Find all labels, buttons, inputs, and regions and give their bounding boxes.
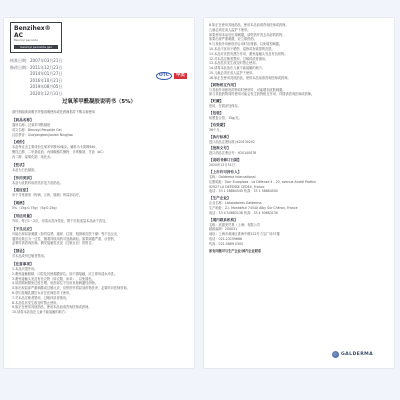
section-heading: 【批准文号】 [209, 146, 231, 151]
section-heading: 【禁忌】 [12, 249, 27, 254]
section-line: 8.本品性状发生改变时禁止使用。 [12, 300, 60, 305]
section-line: 铝塑复合管，15g/支。 [209, 115, 242, 120]
section-line: 进口药品注册证号：H20140076 [209, 151, 257, 156]
section-heading: 【药品名称】 [12, 118, 34, 122]
continued-line: 儿童必须在成人监护下使用。 [209, 27, 251, 32]
continued-line: 14.请将本品放在儿童不能接触的地方。 [209, 66, 266, 71]
section-line: 7.对本品过敏者禁用，过敏体质者慎用。 [12, 295, 70, 300]
revision-line: 2014年01月27日 [10, 71, 63, 76]
section-line: 名称：高德美贸易（上海）有限公司 [209, 222, 260, 227]
section-line: 必要时请咨询医师。偶见接触性皮炎（过敏反应）的报告。 [12, 241, 95, 246]
section-heading: 【适应症】 [12, 188, 30, 193]
galderma-mark-icon [332, 351, 339, 358]
section-line: 本品为皮肤科用药类非处方药药品。 [12, 180, 63, 185]
section-line: 电话：33 1 58864545 传真：33 1 58864500 [209, 189, 278, 194]
section-line: 如与其他药物同时使用可能会发生药物相互作用，详情请咨询医师或药师。 [209, 92, 315, 97]
continued-line: 8.如正在使用其他药品，使用本品前请咨询医师或药师。 [209, 23, 289, 27]
section-line: 注册地址：Tour Europlaza - La Défense 4 - 20, avenue André Prothin [209, 179, 317, 184]
section-heading: 【生产企业】 [209, 196, 231, 201]
warning-text: 请仔细阅读说明书并按说明使用或在药师指导下购买和使用 [12, 110, 95, 114]
section-line: 对本品成份过敏者禁用。 [12, 254, 48, 259]
section-line: 电话：33 4 50683138 传真：33 4 50683139 [209, 210, 278, 215]
section-line: 通常轻微且为一过性，随着持续用药可逐渐减轻。如果刺激严重，应停药， [12, 236, 118, 241]
section-line: 密闭，在阴凉处保存。 [209, 104, 241, 109]
section-line: 通用名称：过氧苯甲酰凝胶 [12, 123, 51, 127]
section-line: 92927 LA DEFENSE CEDEX, France [209, 184, 265, 189]
section-line: 本品为白色凝胶。 [12, 167, 38, 172]
continued-line: 11.本品对皮肤有漂白作用，避免接触头发及有色织物。 [209, 51, 288, 56]
section-heading: 【性状】 [12, 162, 27, 167]
right-sections [209, 83, 390, 247]
section-line: 4.用药期间避免过度日晒，用药部位不宜用其他刺激性药物。 [12, 281, 98, 286]
right-continued-lines [209, 23, 390, 81]
revision-line: 2019年08月05日 [10, 84, 63, 89]
section-heading: 【注意事项】 [12, 261, 34, 266]
section-line: 汉语拼音：Guoyangbenjiaxian Ningjiao [12, 132, 73, 137]
section-line: 名称：Galderma International [209, 174, 256, 179]
brand-logo [10, 22, 62, 53]
section-line: 1.本品只限外用。 [12, 266, 38, 271]
section-heading: 【说明书修订日期】 [209, 158, 242, 163]
section-line: 5%（15g:0.75g）（5g:0.25g） [12, 206, 59, 211]
section-line: 9.如正在使用其他药品，使用本品前请咨询医师或药师。 [12, 305, 92, 310]
brand-name: Benzihex® AC [14, 25, 51, 39]
section-heading: 【作用类别】 [12, 175, 34, 180]
section-heading: 【药物相互作用】 [209, 82, 238, 87]
continued-line: 12.对本品过敏者禁用，过敏体质者慎用。 [209, 56, 269, 61]
continued-line: 如果使用本品后出现刺激，请停药并洗去局部的药物。 [209, 32, 286, 37]
section-line: 英文名称：Benzoyl Peroxide Gel [12, 127, 62, 132]
section-line: 电话：021-23159666 [209, 236, 243, 241]
section-heading: 【不良反应】 [12, 226, 34, 231]
section-heading: 【有效期】 [209, 122, 227, 127]
section-line: 外用。每日1～2次，用清水洗净患处，擦干后取适量本品涂于患处。 [12, 218, 109, 223]
section-line: 2.避免接触眼睛、口腔及其他黏膜部位。如不慎接触，应立即用清水冲洗。 [12, 271, 118, 276]
otc-label: OTC [156, 72, 172, 80]
section-heading: 【包装】 [209, 110, 224, 115]
section-line: 聚羟乙醇、二甲基硅油、丙烯酸酯共聚物、多库酯钠、甘油（AC） [12, 150, 106, 155]
brand-subtitle: Benzoyl peroxide [14, 39, 38, 42]
section-heading: 【执行标准】 [209, 134, 231, 139]
section-line: 进口药品注册标准 JX20130202 [209, 139, 255, 144]
brand-bar: benzoyl peroxide gel [14, 45, 58, 49]
section-line: 5.如出现局部严重刺激或过敏反应，应停药并将局部药物洗净，必要时向医师咨询。 [12, 286, 130, 291]
continued-line: 9.与其他外用痤疮药合用时应谨慎，以免增加刺激。 [209, 42, 283, 47]
left-sections [12, 118, 188, 315]
section-line: 3.避免接触头发及有色衣物（如衣服、床单），以免褪色。 [12, 276, 95, 281]
section-line: 2020年12月31日 [209, 163, 235, 168]
continued-line: 15.儿童必须在成人监护下使用。 [209, 70, 256, 75]
section-line: 地址：上海市黄浦区淮海中路222号力宝广场37楼 [209, 232, 280, 237]
section-line: 10.请将本品放在儿童不能接触的地方。 [12, 310, 69, 315]
section-line: 用于寻常痤疮（粉刺，丘疹，脓疱）的局部治疗。 [12, 193, 83, 198]
revision-line: 修改日期：2011年12月21日 [10, 64, 63, 70]
section-line: 邮政编码：200031 [209, 227, 238, 232]
revision-dates [10, 58, 120, 97]
section-line: 企业名称：Laboratoires Galderma [209, 201, 262, 206]
section-heading: 【上市许可持有人】 [209, 169, 242, 174]
continued-line: 16.如正在使用其他药品，使用本品前请咨询医师或药师。 [209, 75, 291, 80]
leaflet-page-right [204, 18, 394, 368]
revision-line: 2020年12月31日 [10, 90, 63, 96]
section-heading: 【规格】 [12, 201, 27, 206]
continued-line: 13.本品性状发生改变时禁止使用。 [209, 61, 259, 66]
continued-line: 如果出现严重刺激，应立即停药。 [209, 37, 257, 42]
section-line: 生产地址：Z.I. Montdésir 74540 Alby Sur Chéran, France [209, 205, 298, 210]
section-line: 本品每克含主要成份过氧苯甲酰50毫克。辅料为卡波姆940、 [12, 145, 99, 150]
section-line: 可能出现局部刺激（如灼烧感、瘙痒、红斑、脱屑和皮肤干燥）等不良反应， [12, 231, 121, 236]
footer-text: 如有问题可与生产企业/国内企业联系 [209, 248, 262, 253]
section-heading: 【成份】 [12, 140, 27, 145]
galderma-name: GALDERMA [341, 352, 374, 357]
section-line: 6.孕妇及哺乳期妇女应在医师指导下使用。 [12, 290, 73, 295]
section-heading: 【贮藏】 [209, 99, 224, 104]
otc-class: 甲类 [175, 73, 185, 78]
section-heading: 【用法用量】 [12, 213, 34, 218]
section-heading: 【境内联系机构】 [209, 217, 238, 222]
otc-badge [156, 72, 187, 80]
left-body [12, 110, 188, 315]
continued-line: 10.本品不宜用于晒伤、湿疹或有破损的皮肤。 [209, 46, 275, 51]
revision-line: 核准日期：2007年03月21日 [10, 58, 63, 63]
section-line: 传真：021-5869 0300 [209, 241, 244, 246]
section-line: 与其他外用痤疮药物同时使用时，可能增加皮肤刺激。 [209, 87, 286, 92]
galderma-logo [332, 351, 373, 358]
leaflet-page-left [4, 18, 194, 368]
revision-line: 2016年10月21日 [10, 77, 63, 83]
section-line: 36个月。 [209, 127, 223, 132]
section-line: 丙二醇、氢氧化钠、纯化水。 [12, 154, 54, 159]
document-title: 过氧苯甲酰凝胶说明书（5%） [62, 99, 136, 105]
